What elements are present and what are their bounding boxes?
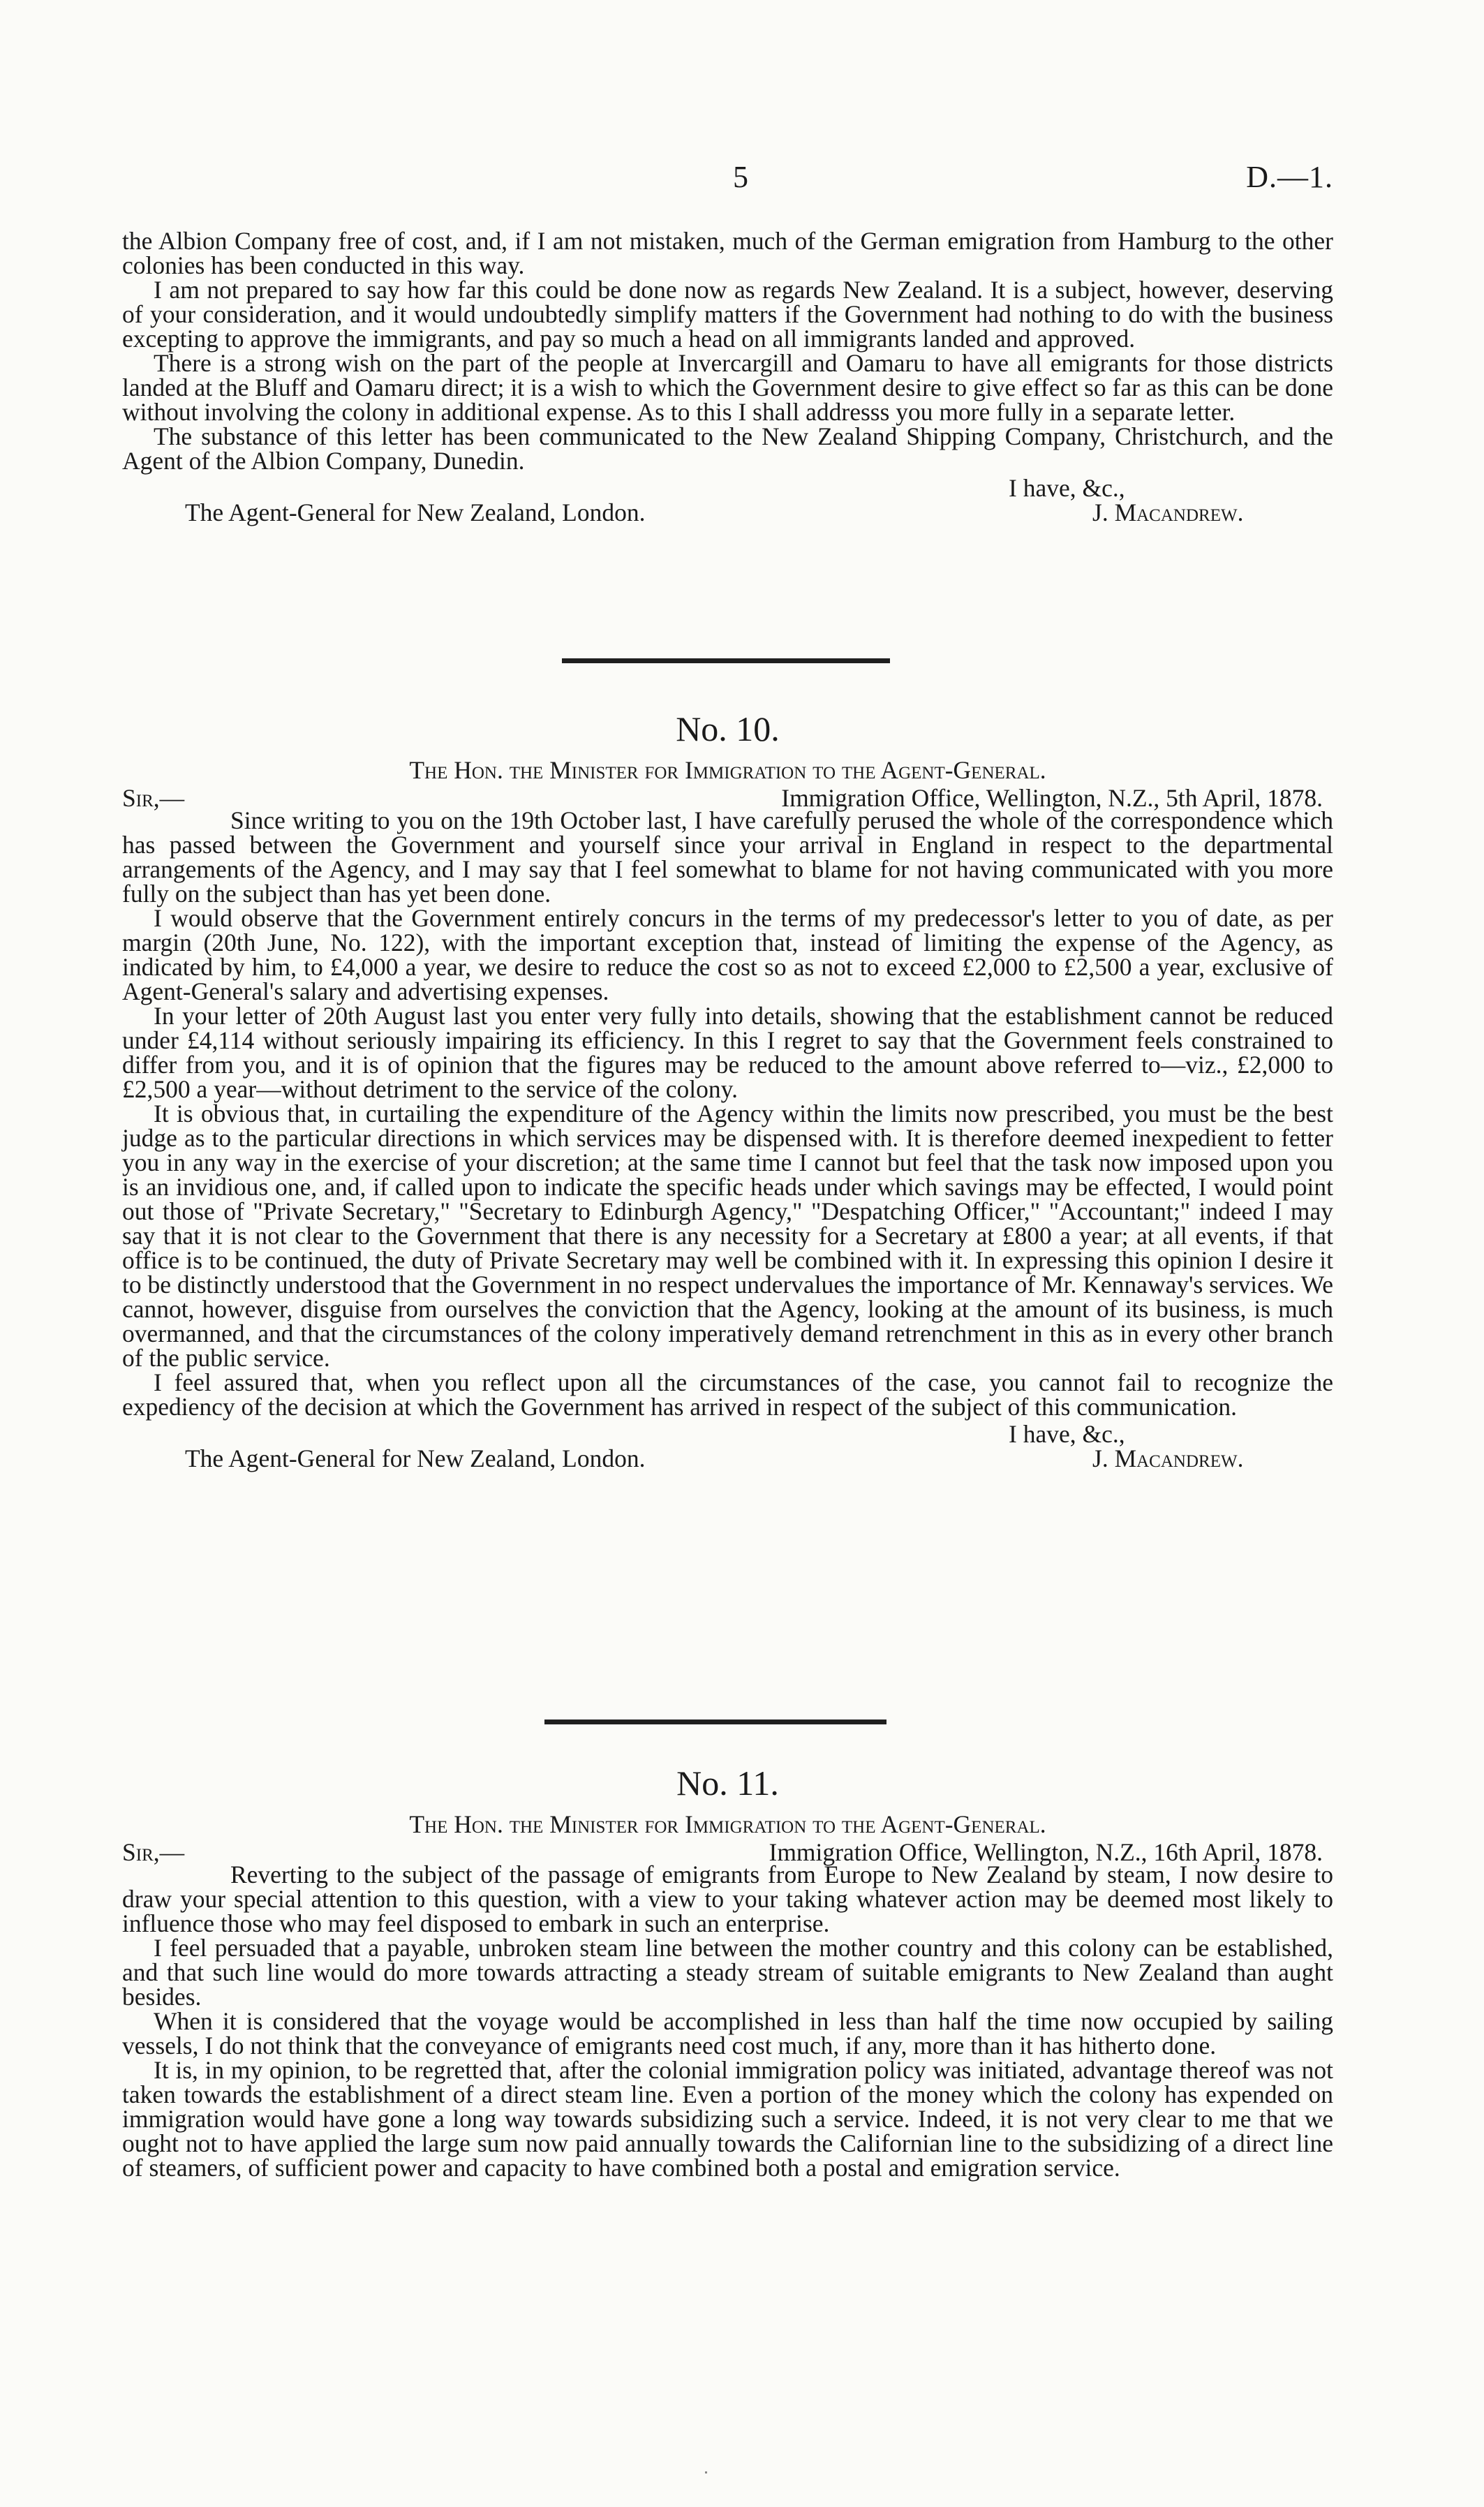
paragraph: the Albion Company free of cost, and, if I am not mistaken, much of the German emigration from Hamburg to the other colonies has been conducted in this way. <box>122 227 1333 279</box>
paragraph: In your letter of 20th August last you enter very fully into details, showing that the establishment cannot be reduced under £4,114 without seriously impairing its efficiency. In this I regret to say that the Government feels constrained to differ from you, and it is of opinion that the figures may be reduced to the amount above referred to—viz., £2,000 to £2,500 a year—without detriment to the service of the colony. <box>122 1002 1333 1103</box>
paragraph: The substance of this letter has been communicated to the New Zealand Shipping Company, Christchurch, and the Agent of the Albion Company, Dunedin. <box>122 422 1333 475</box>
salutation: Sir,— <box>122 1838 185 1866</box>
signature: J. Macandrew. <box>1092 498 1244 526</box>
paragraph: Since writing to you on the 19th October last, I have carefully perused the whole of the correspondence which has passed between the Government and yourself since your arrival in England in respect to the departmental arrangements of the Agency, and I may say that I feel somewhat to blame for not having communicated with you more fully on the subject than has yet been done. <box>122 806 1333 908</box>
closing: I have, &c., <box>1009 474 1125 502</box>
letter-11-heading <box>122 1837 1333 1866</box>
letter-9-continuation <box>122 227 1333 526</box>
letter-11-body <box>122 1863 1333 2180</box>
separator-rule <box>562 658 890 663</box>
letter-10-number: No. 10. <box>676 709 780 748</box>
page-header <box>122 159 1333 201</box>
page-number: 5 <box>733 160 748 194</box>
paragraph: I would observe that the Government entirely concurs in the terms of my predecessor's letter to you of date, as per margin (20th June, No. 122), with the important exception that, instead of limiting the expense of the Agency, as indicated by him, to £4,000 a year, we desire to reduce the cost so as not to exceed £2,000 to £2,500 a year, exclusive of Agent-General's salary and advertising expenses. <box>122 904 1333 1005</box>
dateline: Immigration Office, Wellington, N.Z., 16th April, 1878. <box>769 1838 1323 1866</box>
addressee: The Agent-General for New Zealand, London. <box>185 1444 646 1472</box>
paragraph: When it is considered that the voyage would be accomplished in less than half the time now occupied by sailing vessels, I do not think that the conveyance of emigrants need cost much, if any, more than it has hitherto done. <box>122 2007 1333 2059</box>
salutation: Sir,— <box>122 784 185 812</box>
document-reference: D.—1. <box>1246 160 1333 194</box>
signature: J. Macandrew. <box>1092 1444 1244 1472</box>
paragraph: I am not prepared to say how far this could be done now as regards New Zealand. It is a subject, however, deserving of your consideration, and it would undoubtedly simplify matters if the Government had nothing to do with the business excepting to approve the immigrants, and pay so much a head on all immigrants landed and approved. <box>122 276 1333 353</box>
closing: I have, &c., <box>1009 1420 1125 1448</box>
letter-11-number: No. 11. <box>676 1763 779 1803</box>
paragraph: It is, in my opinion, to be regretted that, after the colonial immigration policy was initiated, advantage thereof was not taken towards the establishment of a direct steam line. Even a portion of the money which the colony has expended on immigration would have gone a long way towards subsidizing such a service. Indeed, it is not very clear to me that we ought not to have applied the large sum now paid annually towards the Californian line to the subsidizing of a direct line of steamers, of sufficient power and capacity to have combined both a postal and emigration service. <box>122 2056 1333 2182</box>
letter-9-signoff <box>122 473 1333 526</box>
letter-10-heading <box>122 783 1333 812</box>
letter-11-subtitle: The Hon. the Minister for Immigration to the Agent-General. <box>409 1810 1046 1838</box>
paragraph: There is a strong wish on the part of the people at Invercargill and Oamaru to have all emigrants for those districts landed at the Bluff and Oamaru direct; it is a wish to which the Government desire to give effect so far as this can be done without involving the colony in additional expense. As to this I shall addresss you more fully in a separate letter. <box>122 349 1333 426</box>
paragraph: I feel assured that, when you reflect upon all the circumstances of the case, you cannot fail to recognize the expediency of the decision at which the Government has arrived in respect of the subject of this communication. <box>122 1368 1333 1421</box>
letter-10-signoff <box>122 1419 1333 1472</box>
separator-rule <box>544 1720 886 1724</box>
scan-speck <box>705 2471 707 2473</box>
letter-10-subtitle: The Hon. the Minister for Immigration to the Agent-General. <box>409 756 1046 784</box>
paragraph: It is obvious that, in curtailing the expenditure of the Agency within the limits now prescribed, you must be the best judge as to the particular directions in which services may be dispensed with. It is therefore deemed inexpedient to fetter you in any way in the exercise of your discretion; at the same time I cannot but feel that the task now imposed upon you is an invidious one, and, if called upon to indicate the specific heads under which savings may be effected, I would point out those of "Private Secretary," "Secretary to Edinburgh Agency," "Despatching Officer," "Accountant;" indeed I may say that it is not clear to the Government that there is any necessity for a Secretary at £800 a year; at all events, if that office is to be continued, the duty of Private Secretary may well be combined with it. In expressing this opinion I desire it to be distinctly understood that the Government in no respect undervalues the importance of Mr. Kennaway's services. We cannot, however, disguise from ourselves the conviction that the Agency, looking at the amount of its business, is much overmanned, and that the circumstances of the colony imperatively demand retrenchment in this as in every other branch of the public service. <box>122 1100 1334 1372</box>
dateline: Immigration Office, Wellington, N.Z., 5th April, 1878. <box>781 784 1323 812</box>
paragraph: Reverting to the subject of the passage of emigrants from Europe to New Zealand by steam, I now desire to draw your special attention to this question, with a view to your taking whatever action may be deemed most likely to influence those who may feel disposed to embark in such an enterprise. <box>122 1861 1333 1937</box>
letter-10-body <box>122 806 1334 1472</box>
paragraph: I feel persuaded that a payable, unbroken steam line between the mother country and this colony can be established, and that such line would do more towards attracting a steady stream of suitable emigrants to New Zealand than aught besides. <box>122 1934 1333 2011</box>
addressee: The Agent-General for New Zealand, London. <box>185 498 646 526</box>
